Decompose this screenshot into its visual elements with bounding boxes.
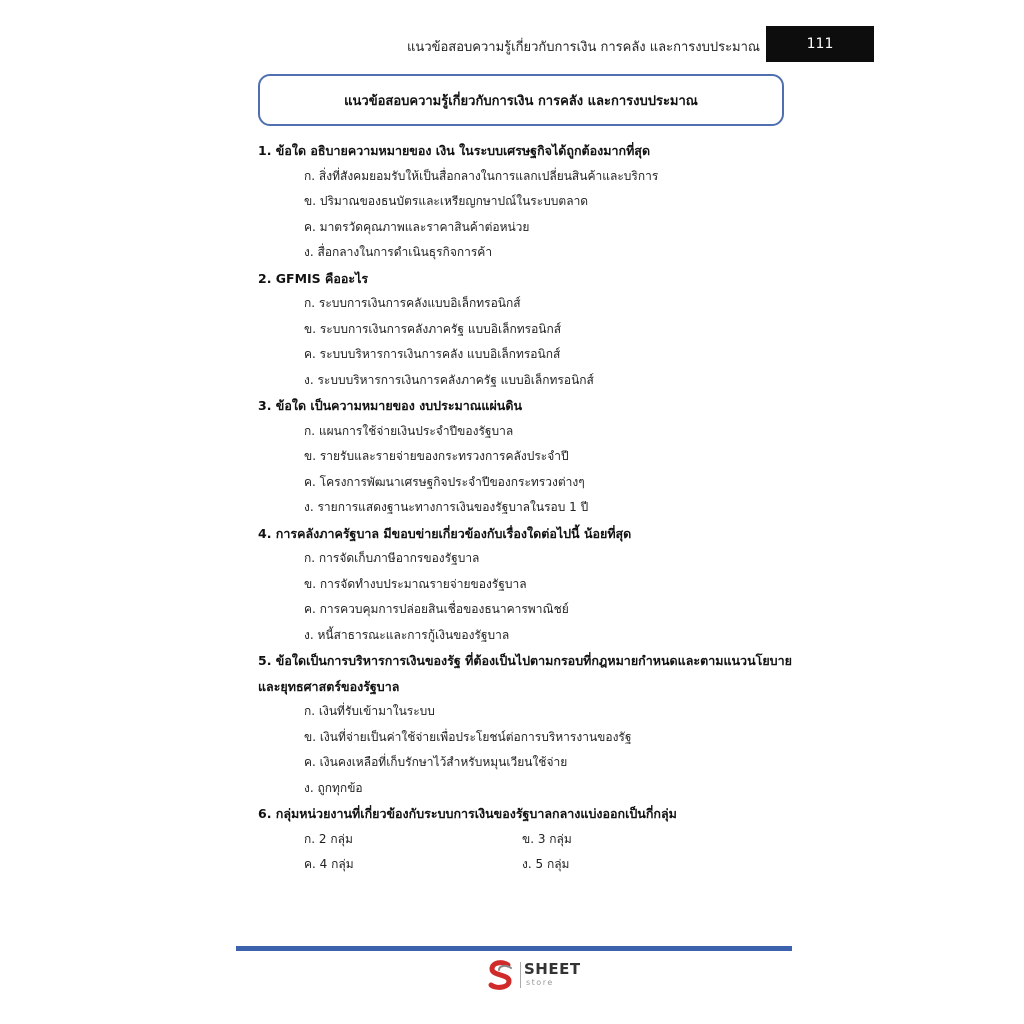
question-text: 2. GFMIS คืออะไร xyxy=(258,270,369,286)
answer-row xyxy=(258,827,798,853)
answer-option: ข. เงินที่จ่ายเป็นค่าใช้จ่ายเพื่อประโยชน์ต่อการบริหารงานของรัฐ xyxy=(304,729,632,744)
document-title-box xyxy=(258,74,784,126)
answer-option: ค. เงินคงเหลือที่เก็บรักษาไว้สำหรับหมุนเวียนใช้จ่าย xyxy=(304,755,568,769)
answer-option: ง. ถูกทุกข้อ xyxy=(304,780,363,795)
answer-option: ข. การจัดทำงบประมาณรายจ่ายของรัฐบาล xyxy=(304,576,527,591)
question-block xyxy=(258,266,798,394)
answer-option: ข. รายรับและรายจ่ายของกระทรวงการคลังประจำปี xyxy=(304,449,569,463)
answer-row xyxy=(258,852,798,878)
question-list xyxy=(258,138,798,878)
running-header: แนวข้อสอบความรู้เกี่ยวกับการเงิน การคลัง และการงบประมาณ xyxy=(407,40,760,55)
page-number: 111 xyxy=(766,26,874,62)
answer-option: ง. หนี้สาธารณะและการกู้เงินของรัฐบาล xyxy=(304,627,510,642)
logo-s-icon xyxy=(484,958,518,992)
answer-option: ง. รายการแสดงฐานะทางการเงินของรัฐบาลในรอบ 1 ปี xyxy=(304,500,589,514)
answer-option: ก. แผนการใช้จ่ายเงินประจำปีของรัฐบาล xyxy=(304,423,514,438)
question-text: 1. ข้อใด อธิบายความหมายของ เงิน ในระบบเศรษฐกิจได้ถูกต้องมากที่สุด xyxy=(258,143,651,158)
answer-option: ก. ระบบการเงินการคลังแบบอิเล็กทรอนิกส์ xyxy=(304,296,521,310)
answer-option: ง. ระบบบริหารการเงินการคลังภาครัฐ แบบอิเล็กทรอนิกส์ xyxy=(304,372,594,387)
answer-option: ก. สิ่งที่สังคมยอมรับให้เป็นสื่อกลางในการแลกเปลี่ยนสินค้าและบริการ xyxy=(304,168,659,183)
logo-divider xyxy=(520,962,521,988)
answer-option: ค. โครงการพัฒนาเศรษฐกิจประจำปีของกระทรวงต่างๆ xyxy=(304,474,585,489)
question-text: 3. ข้อใด เป็นความหมายของ งบประมาณแผ่นดิน xyxy=(258,398,522,413)
question-block xyxy=(258,801,798,878)
logo-wordmark: SHEET xyxy=(524,960,581,978)
answer-option: ข. ระบบการเงินการคลังภาครัฐ แบบอิเล็กทรอนิกส์ xyxy=(304,321,562,336)
answer-option: ก. การจัดเก็บภาษีอากรของรัฐบาล xyxy=(304,551,480,565)
answer-option: ค. 4 กลุ่ม xyxy=(304,857,354,871)
answer-option: ข. ปริมาณของธนบัตรและเหรียญกษาปณ์ในระบบตลาด xyxy=(304,194,589,208)
question-text: 5. ข้อใดเป็นการบริหารการเงินของรัฐ ที่ต้องเป็นไปตามกรอบที่กฎหมายกำหนดและตามแนวนโยบาย xyxy=(258,653,792,668)
question-block xyxy=(258,521,798,649)
answer-option: ง. 5 กลุ่ม xyxy=(522,857,570,871)
answer-option: ก. เงินที่รับเข้ามาในระบบ xyxy=(304,704,435,718)
question-block xyxy=(258,393,798,521)
answer-option: ค. ระบบบริหารการเงินการคลัง แบบอิเล็กทรอนิกส์ xyxy=(304,347,561,361)
footer-divider xyxy=(236,946,792,951)
logo-subtext: store xyxy=(526,978,554,987)
question-text: 6. กลุ่มหน่วยงานที่เกี่ยวข้องกับระบบการเงินของรัฐบาลกลางแบ่งออกเป็นกี่กลุ่ม xyxy=(258,806,677,821)
question-block xyxy=(258,648,798,801)
question-text: 4. การคลังภาครัฐบาล มีขอบข่ายเกี่ยวข้องกับเรื่องใดต่อไปนี้ น้อยที่สุด xyxy=(258,525,632,541)
question-block xyxy=(258,138,798,266)
sheet-store-logo xyxy=(484,958,594,992)
answer-option: ค. การควบคุมการปล่อยสินเชื่อของธนาคารพาณิชย์ xyxy=(304,602,569,616)
answer-option: ค. มาตรวัดคุณภาพและราคาสินค้าต่อหน่วย xyxy=(304,219,530,234)
answer-option: ง. สื่อกลางในการดำเนินธุรกิจการค้า xyxy=(304,245,493,259)
question-text-continued: และยุทธศาสตร์ของรัฐบาล xyxy=(258,678,400,694)
document-title: แนวข้อสอบความรู้เกี่ยวกับการเงิน การคลัง และการงบประมาณ xyxy=(344,93,698,109)
answer-option: ข. 3 กลุ่ม xyxy=(522,831,572,846)
answer-option: ก. 2 กลุ่ม xyxy=(304,831,353,846)
